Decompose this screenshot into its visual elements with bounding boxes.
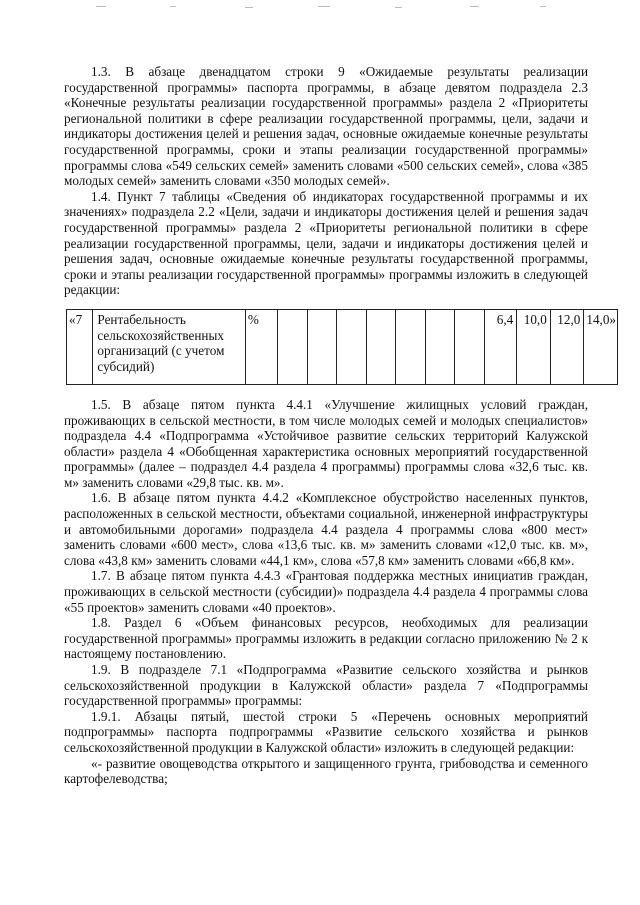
value-cell [307,309,336,384]
paragraph-1-4: 1.4. Пункт 7 таблицы «Сведения об индикаторах государственной программы и их значениях» подраздела 2.2 «Цели, задачи и индикаторы достижения целей и решения задач государственной программы» раздела 2 «Приоритеты региональной политики в сфере реализации государственной программы, цели, задачи и индикаторы достижения целей и решения задач, основные ожидаемые конечные результаты государственной программы, сроки и этапы реализации государственной программы» программы изложить в следующей редакции: [64,188,588,298]
scan-speck [96,6,106,7]
indicator-name-cell: Рентабельность сельскохозяйственных организаций (с учетом субсидий) [93,309,245,384]
unit-cell: % [245,309,278,384]
value-cell [278,309,307,384]
value-cell [425,309,454,384]
scan-speck [318,6,330,7]
value-cell [337,309,366,384]
document-page [64,64,617,787]
scan-speck [245,7,253,8]
paragraph-1-9-1: 1.9.1. Абзацы пятый, шестой строки 5 «Перечень основных мероприятий подпрограммы» паспорта подпрограммы «Развитие сельского хозяйства и рынков сельскохозяйственной продукции в Калужской области» изложить в следующей редакции: [64,708,588,755]
indicator-table [66,309,618,385]
indicator-row [67,309,618,384]
value-cell: 6,4 [484,309,517,384]
scan-speck [395,7,402,8]
value-cell [396,309,425,384]
value-cell: 10,0 [517,309,551,384]
paragraph-1-8: 1.8. Раздел 6 «Объем финансовых ресурсов, необходимых для реализации государственной программы» программы изложить в редакции согласно приложению № 2 к настоящему постановлению. [64,615,588,662]
value-cell: 14,0» [584,309,618,384]
paragraph-1-6: 1.6. В абзаце пятом пункта 4.4.2 «Комплексное обустройство населенных пунктов, расположенных в сельской местности, объектами социальной, инженерной инфраструктуры и автомобильными дорогами» подраздела 4.4 раздела 4 программы слова «800 мест» заменить словами «600 мест», слова «13,6 тыс. кв. м» заменить словами «12,0 тыс. кв. м», слова «43,8 км» заменить словами «44,1 км», слова «57,8 км» заменить словами «66,8 км». [64,490,588,568]
paragraph-1-5: 1.5. В абзаце пятом пункта 4.4.1 «Улучшение жилищных условий граждан, проживающих в сельской местности, в том числе молодых семей и молодых специалистов» подраздела 4.4 «Подпрограмма «Устойчивое развитие сельских территорий Калужской области» раздела 4 «Обобщенная характеристика основных мероприятий государственной программы» (далее – подраздел 4.4 раздела 4 программы) программы слова «32,6 тыс. кв. м» заменить словами «29,8 тыс. кв. м». [64,396,588,490]
paragraph-1-7: 1.7. В абзаце пятом пункта 4.4.3 «Грантовая поддержка местных инициатив граждан, проживающих в сельской местности (субсидии)» подраздела 4.4 раздела 4 программы слова «55 проектов» заменить словами «40 проектов». [64,568,588,615]
row-number-cell: «7 [67,309,93,384]
value-cell: 12,0 [550,309,584,384]
value-cell [455,309,484,384]
paragraph-quote: «- развитие овощеводства открытого и защищенного грунта, грибоводства и семенного картофелеводства; [64,755,588,787]
paragraph-1-9: 1.9. В подразделе 7.1 «Подпрограмма «Развитие сельского хозяйства и рынков сельскохозяйственной продукции в Калужской области» раздела 7 «Подпрограммы государственной программы» программы: [64,662,588,709]
scan-speck [170,6,176,7]
paragraph-1-3: 1.3. В абзаце двенадцатом строки 9 «Ожидаемые результаты реализации государственной программы» паспорта программы, в абзаце девятом подраздела 2.3 «Конечные результаты реализации государственной программы» раздела 2 «Приоритеты региональной политики в сфере реализации государственной программы, цели, задачи и индикаторы достижения целей и решения задач, основные ожидаемые конечные результаты государственной программы, сроки и этапы реализации государственной программы» программы слова «549 сельских семей» заменить словами «500 сельских семей», слова «385 молодых семей» заменить словами «350 молодых семей». [64,64,588,189]
value-cell [366,309,395,384]
scan-speck [540,6,546,7]
scan-speck [470,6,479,7]
